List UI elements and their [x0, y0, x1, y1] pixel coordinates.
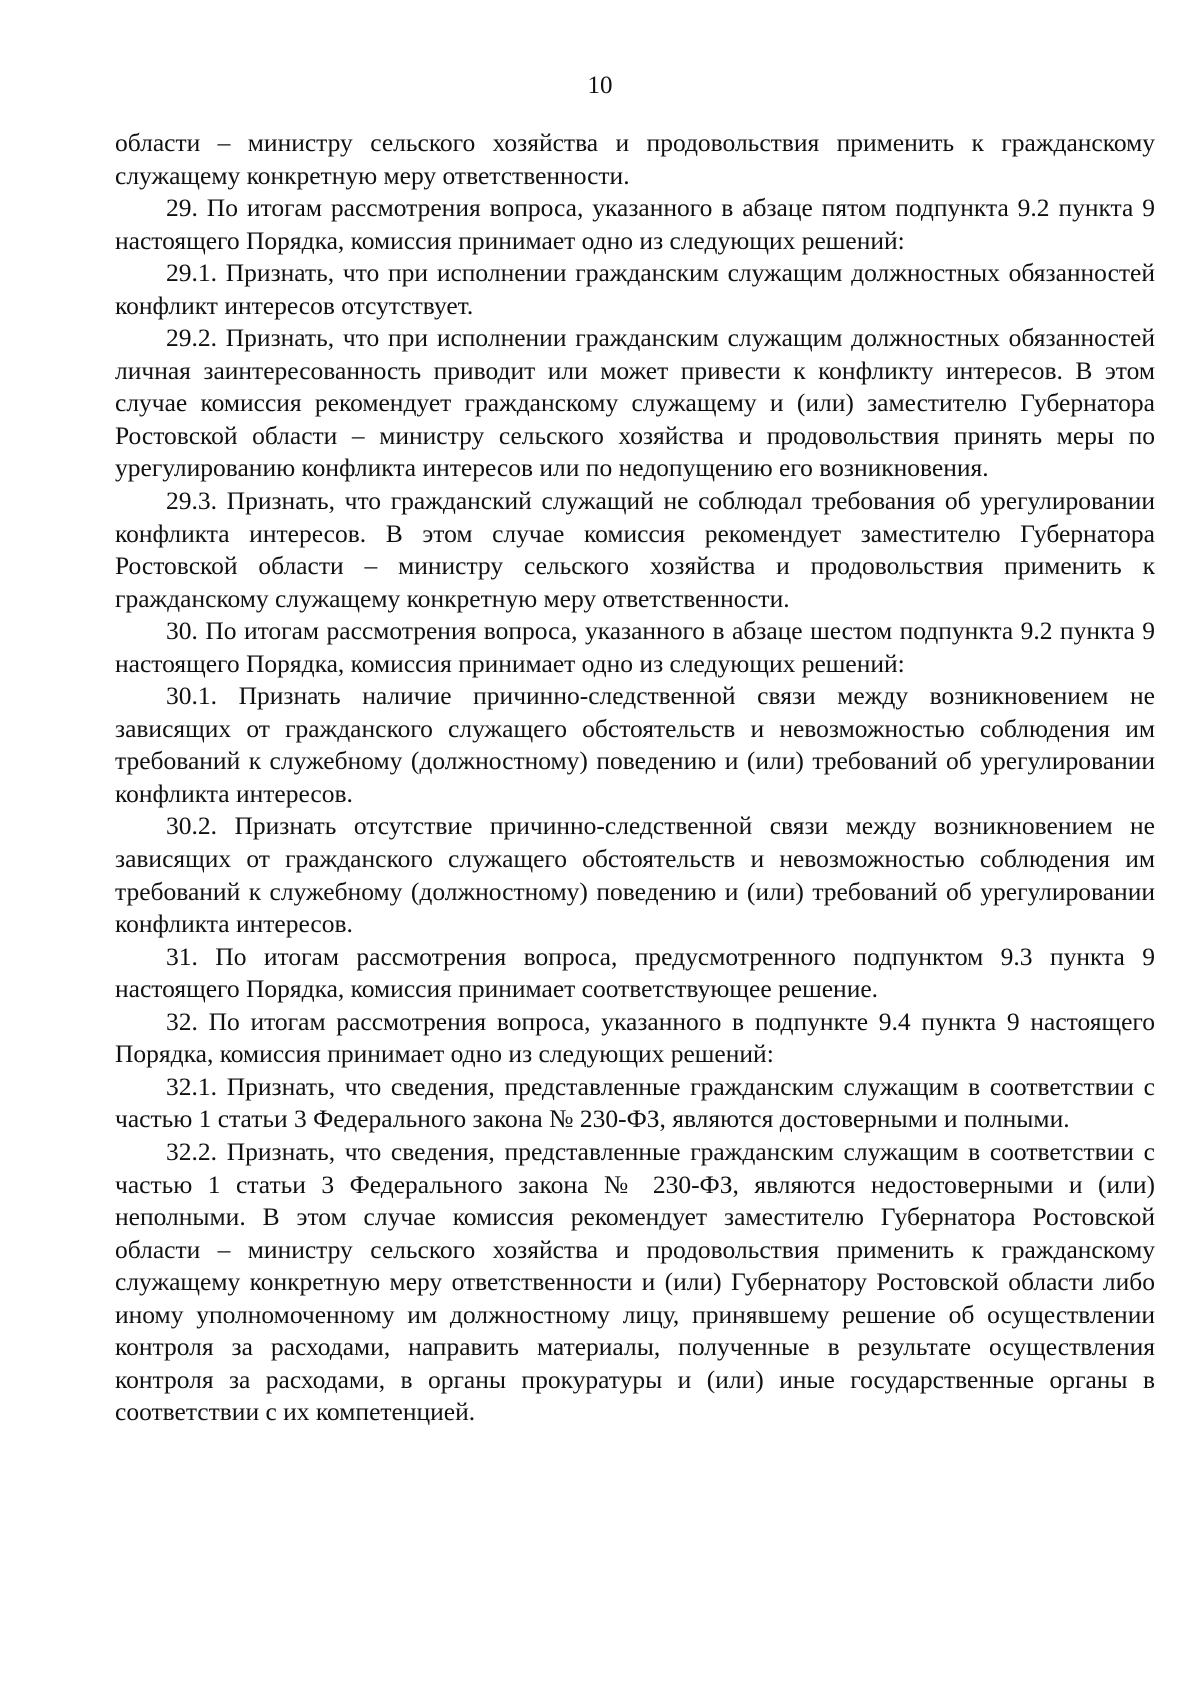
paragraph-29-2: 29.2. Признать, что при исполнении гражданским служащим должностных обязанностей личная заинтересованность приводит или может привести к конфликту интересов. В этом случае комиссия рекомендует гражданскому служащему и (или) заместителю Губернатора Ростовской области – министру сельского хозяйства и продовольствия принять меры по урегулированию конфликта интересов или по недопущению его возникновения.	[115, 323, 1155, 483]
document-body	[115, 127, 1155, 1429]
paragraph-29: 29. По итогам рассмотрения вопроса, указанного в абзаце пятом подпункта 9.2 пункта 9 настоящего Порядка, комиссия принимает одно из следующих решений:	[115, 193, 1155, 255]
paragraph-32-2: 32.2. Признать, что сведения, представленные гражданским служащим в соответствии с частью 1 статьи 3 Федерального закона № 230-ФЗ, являются недостоверными и (или) неполными. В этом случае комиссия рекомендует заместителю Губернатора Ростовской области – министру сельского хозяйства и продовольствия применить к гражданскому служащему конкретную меру ответственности и (или) Губернатору Ростовской области либо иному уполномоченному им должностному лицу, принявшему решение об осуществлении контроля за расходами, направить материалы, полученные в результате осуществления контроля за расходами, в органы прокуратуры и (или) иные государственные органы в соответствии с их компетенцией.	[115, 1136, 1155, 1427]
paragraph-31: 31. По итогам рассмотрения вопроса, предусмотренного подпунктом 9.3 пункта 9 настоящего Порядка, комиссия принимает соответствующее решение.	[115, 941, 1155, 1004]
paragraph-continuation: области – министру сельского хозяйства и продовольствия применить к гражданскому служащему конкретную меру ответственности.	[115, 128, 1155, 190]
paragraph-32-1: 32.1. Признать, что сведения, представленные гражданским служащим в соответствии с частью 1 статьи 3 Федерального закона № 230-ФЗ, являются достоверными и полными.	[115, 1071, 1155, 1134]
paragraph-30: 30. По итогам рассмотрения вопроса, указанного в абзаце шестом подпункта 9.2 пункта 9 настоящего Порядка, комиссия принимает одно из следующих решений:	[115, 616, 1155, 678]
paragraph-30-2: 30.2. Признать отсутствие причинно-следственной связи между возникновением не зависящих от гражданского служащего обстоятельств и невозможностью соблюдения им требований к служебному (должностному) поведению и (или) требований об урегулировании конфликта интересов.	[115, 811, 1155, 939]
paragraph-32: 32. По итогам рассмотрения вопроса, указанного в подпункте 9.4 пункта 9 настоящего Порядка, комиссия принимает одно из следующих решений:	[115, 1006, 1155, 1069]
paragraph-29-3: 29.3. Признать, что гражданский служащий не соблюдал требования об урегулировании конфликта интересов. В этом случае комиссия рекомендует заместителю Губернатора Ростовской области – министру сельского хозяйства и продовольствия применить к гражданскому служащему конкретную меру ответственности.	[115, 486, 1155, 613]
paragraph-29-1: 29.1. Признать, что при исполнении гражданским служащим должностных обязанностей конфликт интересов отсутствует.	[115, 258, 1155, 320]
page-number: 10	[587, 72, 613, 99]
paragraph-30-1: 30.1. Признать наличие причинно-следственной связи между возникновением не зависящих от гражданского служащего обстоятельств и невозможностью соблюдения им требований к служебному (должностному) поведению и (или) требований об урегулировании конфликта интересов.	[115, 681, 1155, 808]
